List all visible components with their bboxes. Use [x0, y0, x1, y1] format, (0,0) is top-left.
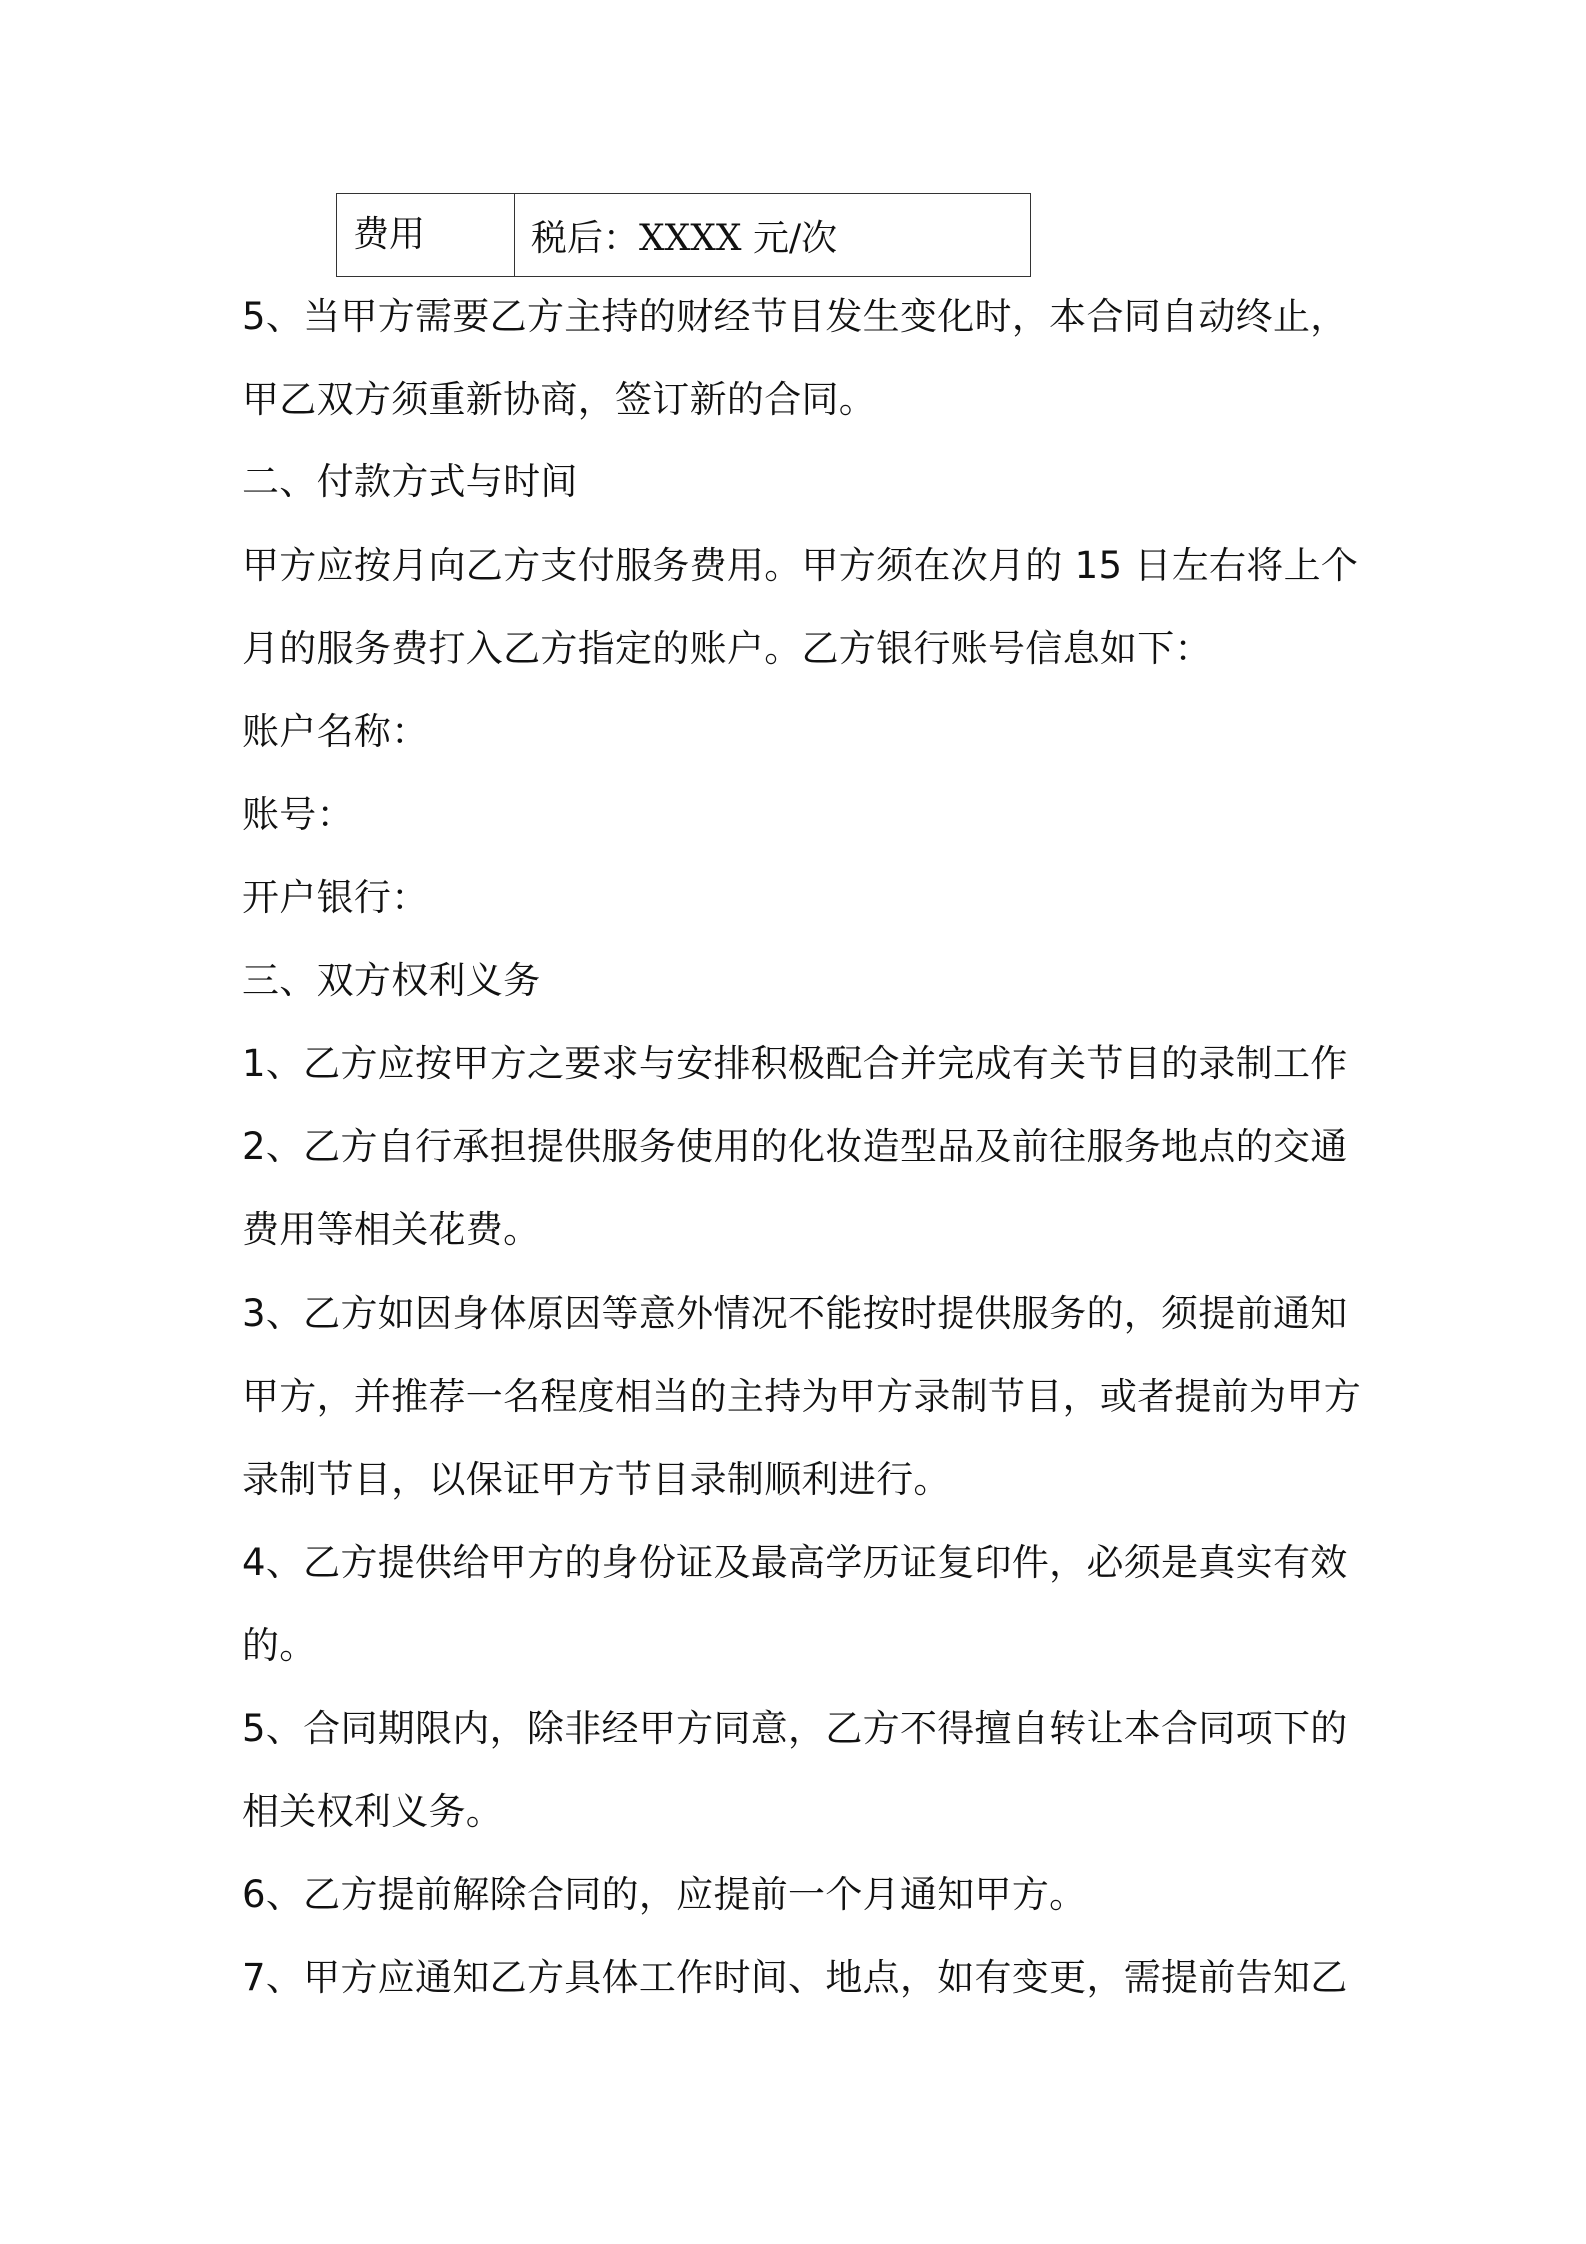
clause-line: 4、乙方提供给甲方的身份证及最高学历证复印件，必须是真实有效 [242, 1541, 1348, 1584]
fee-row [337, 194, 1031, 277]
clause-line: 7、甲方应通知乙方具体工作时间、地点，如有变更，需提前告知乙 [242, 1956, 1348, 1999]
fee-label-cell: 费用 [337, 194, 515, 277]
clause-line: 6、乙方提前解除合同的，应提前一个月通知甲方。 [242, 1873, 1087, 1916]
clause-line: 费用等相关花费。 [242, 1208, 541, 1251]
clause-line: 的。 [242, 1624, 317, 1667]
clause-line: 5、合同期限内，除非经甲方同意，乙方不得擅自转让本合同项下的 [242, 1707, 1348, 1750]
clause-line: 3、乙方如因身体原因等意外情况不能按时提供服务的，须提前通知 [242, 1292, 1348, 1335]
account-name-line: 账户名称： [242, 710, 429, 753]
section-heading: 三、双方权利义务 [242, 959, 541, 1002]
fee-table [336, 193, 1031, 277]
bank-line: 开户银行： [242, 876, 429, 919]
clause-line: 相关权利义务。 [242, 1790, 504, 1833]
clause-line: 5、当甲方需要乙方主持的财经节目发生变化时，本合同自动终止， [242, 295, 1348, 338]
clause-line: 录制节目，以保证甲方节目录制顺利进行。 [242, 1458, 951, 1501]
paragraph-line: 甲方应按月向乙方支付服务费用。甲方须在次月的 15 日左右将上个 [242, 544, 1359, 587]
fee-value-cell: 税后：XXXX 元/次 [515, 194, 1031, 277]
paragraph-line: 月的服务费打入乙方指定的账户。乙方银行账号信息如下： [242, 627, 1212, 670]
clause-line: 甲方，并推荐一名程度相当的主持为甲方录制节目，或者提前为甲方 [242, 1375, 1361, 1418]
clause-line: 1、乙方应按甲方之要求与安排积极配合并完成有关节目的录制工作 [242, 1042, 1348, 1085]
clause-line: 2、乙方自行承担提供服务使用的化妆造型品及前往服务地点的交通 [242, 1125, 1348, 1168]
clause-line: 甲乙双方须重新协商，签订新的合同。 [242, 378, 877, 421]
section-heading: 二、付款方式与时间 [242, 460, 578, 503]
account-number-line: 账号： [242, 793, 354, 836]
